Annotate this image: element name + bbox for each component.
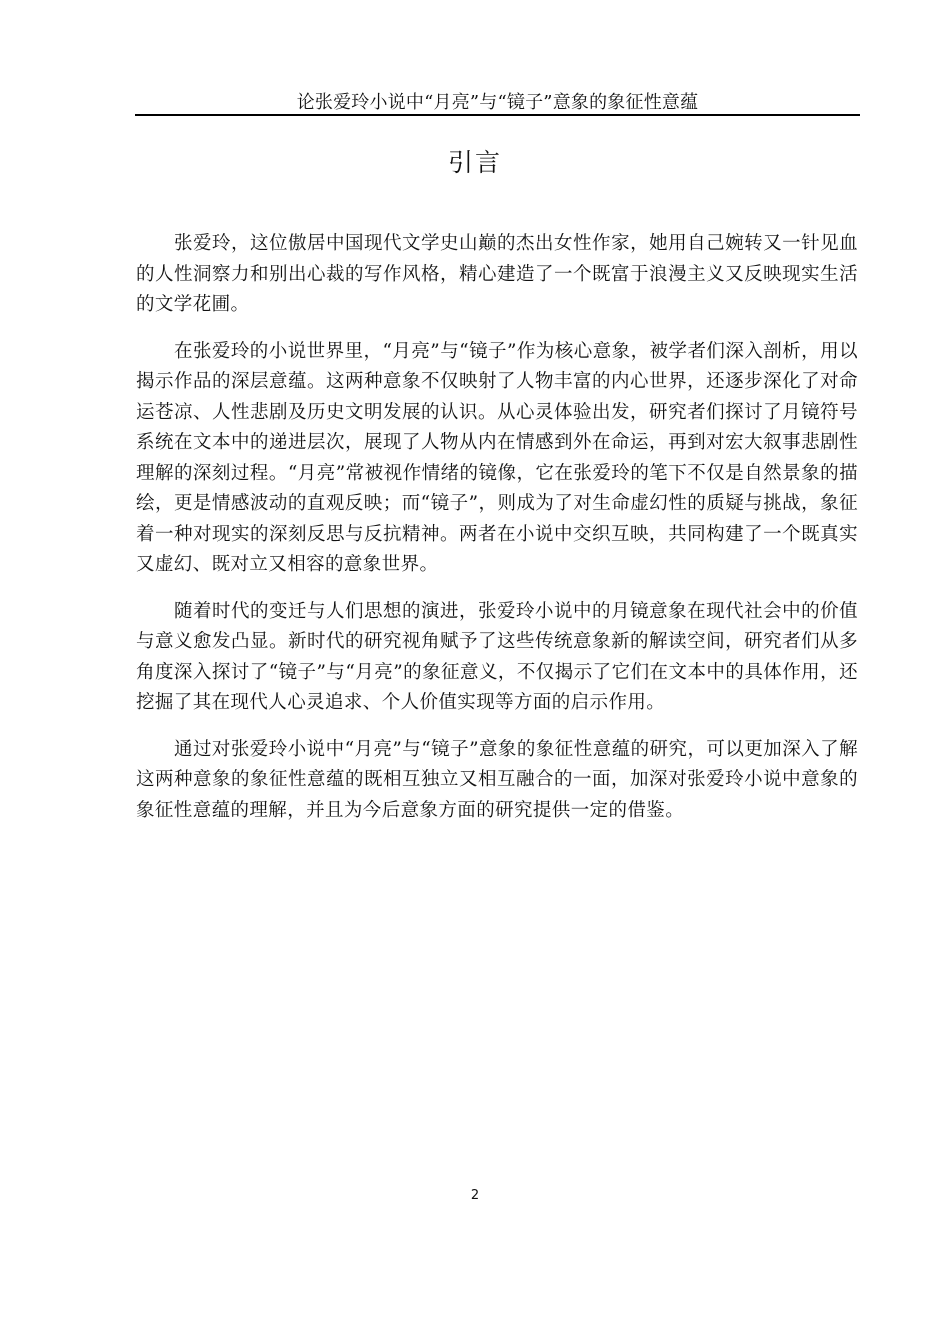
- paragraph: 在张爱玲的小说世界里，“月亮”与“镜子”作为核心意象，被学者们深入剖析，用以揭示作品的深层意蕴。这两种意象不仅映射了人物丰富的内心世界，还逐步深化了对命运苍凉、人性悲剧及历史文明发展的认识。从心灵体验出发，研究者们探讨了月镜符号系统在文本中的递进层次，展现了人物从内在情感到外在命运，再到对宏大叙事悲剧性理解的深刻过程。“月亮”常被视作情绪的镜像，它在张爱玲的笔下不仅是自然景象的描绘，更是情感波动的直观反映；而“镜子”，则成为了对生命虚幻性的质疑与挑战，象征着一种对现实的深刻反思与反抗精神。两者在小说中交织互映，共同构建了一个既真实又虚幻、既对立又相容的意象世界。: [136, 340, 858, 575]
- paragraph: 张爱玲，这位傲居中国现代文学史山巅的杰出女性作家，她用自己婉转又一针见血的人性洞察力和别出心裁的写作风格，精心建造了一个既富于浪漫主义又反映现实生活的文学花圃。: [136, 233, 858, 315]
- section-title: 引言: [447, 148, 502, 177]
- header-rule: [135, 114, 860, 116]
- paragraph: 通过对张爱玲小说中“月亮”与“镜子”意象的象征性意蕴的研究，可以更加深入了解这两种意象的象征性意蕴的既相互独立又相互融合的一面，加深对张爱玲小说中意象的象征性意蕴的理解，并且为今后意象方面的研究提供一定的借鉴。: [136, 738, 858, 821]
- body-text: [136, 229, 858, 842]
- running-header: 论张爱玲小说中“月亮”与“镜子”意象的象征性意蕴: [296, 92, 699, 113]
- paragraph: 随着时代的变迁与人们思想的演进，张爱玲小说中的月镜意象在现代社会中的价值与意义愈发凸显。新时代的研究视角赋予了这些传统意象新的解读空间，研究者们从多角度深入探讨了“镜子”与“月亮”的象征意义，不仅揭示了它们在文本中的具体作用，还挖掘了其在现代人心灵追求、个人价值实现等方面的启示作用。: [136, 600, 858, 713]
- page-number: 2: [470, 1188, 480, 1203]
